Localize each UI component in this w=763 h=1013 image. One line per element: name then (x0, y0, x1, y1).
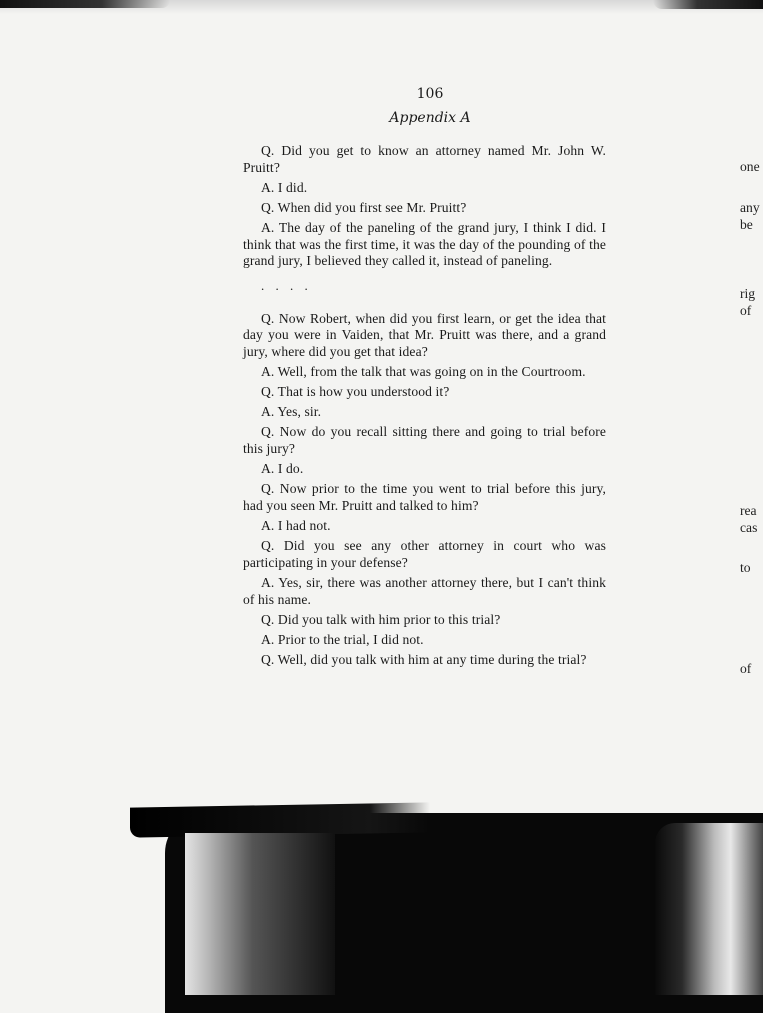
scan-top-edge (0, 0, 763, 14)
transcript-paragraph: A. I had not. (261, 518, 331, 534)
adjacent-text-fragment: be (740, 217, 753, 232)
transcript-paragraph: Q. Did you see any other attorney in court who was participating in your defense? (243, 538, 606, 570)
scan-bottom-edge (0, 805, 763, 990)
transcript-paragraph: A. Prior to the trial, I did not. (261, 632, 424, 648)
transcript-paragraph: Q. Now do you recall sitting there and going to trial before this jury? (243, 424, 606, 457)
adjacent-text-fragment: to (740, 560, 751, 575)
transcript-paragraph: A. The day of the paneling of the grand jury, I think I did. I think that was the first time, it was the day of the pounding of the grand jury, I believed they called it, instead of paneling. (243, 220, 606, 269)
transcript-paragraph: Q. That is how you understood it? (261, 384, 450, 400)
transcript-paragraph: Q. Now Robert, when did you first learn, or get the idea that day you were in Vaiden, that Mr. Pruitt was there, and a grand jury, where did you get that idea? (243, 310, 606, 359)
running-head: Appendix A (389, 110, 471, 126)
transcript-paragraph: A. Yes, sir. (261, 404, 322, 420)
page-number: 106 (416, 86, 444, 102)
transcript-paragraph: A. I did. (261, 179, 308, 195)
adjacent-text-fragment: one (740, 159, 760, 174)
adjacent-text-fragment: cas (740, 520, 758, 535)
transcript-paragraph: Q. Well, did you talk with him at any time during the trial? (261, 652, 587, 668)
transcript-paragraph: A. Yes, sir, there was another attorney there, but I can't think of his name. (243, 575, 606, 607)
transcript-paragraph: Q. Did you talk with him prior to this trial? (261, 611, 501, 627)
transcript-paragraph: Q. Did you get to know an attorney named Mr. John W. Pruitt? (243, 143, 606, 175)
adjacent-text-fragment: of (740, 661, 752, 676)
transcript-paragraph: Q. When did you first see Mr. Pruitt? (261, 199, 467, 215)
adjacent-text-fragment: of (740, 303, 752, 318)
transcript-column (243, 143, 606, 673)
transcript-paragraph: A. Well, from the talk that was going on in the Courtroom. (261, 363, 586, 379)
transcript-paragraph: A. I do. (261, 461, 304, 477)
adjacent-text-fragment: any (740, 200, 760, 215)
omission-ellipsis: . . . . (261, 277, 312, 293)
adjacent-text-fragment: rea (740, 503, 757, 518)
transcript-paragraph: Q. Now prior to the time you went to trial before this jury, had you seen Mr. Pruitt and talked to him? (243, 481, 606, 514)
adjacent-text-fragment: rig (740, 286, 756, 301)
